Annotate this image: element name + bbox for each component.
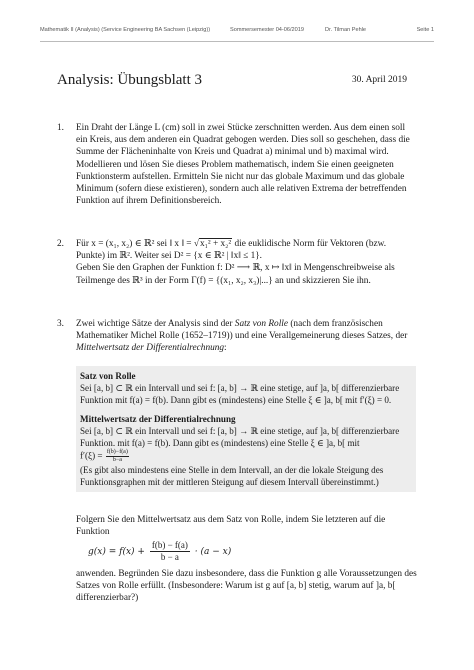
exercise-text-norm: Für x = (x₁, x₂) ∈ ℝ² sei ‖ x ‖ = √x₁² + x₂² die euklidische Norm für Vektoren (bzw. Punkte) im ℝ². Weiter sei D² = {x ∈ ℝ² | ‖x‖ ≤ 1}.	[76, 239, 387, 262]
exercise-3-task	[57, 514, 417, 538]
theorem-box	[76, 366, 416, 492]
rolle-statement: Sei [a, b] ⊂ ℝ ein Intervall und sei f: [a, b] → ℝ eine stetige, auf ]a, b[ differenzierbare Funktion mit f(a) = f(b). Dann gibt es (mindestens) eine Stelle ξ ∈ ]a, b[ mit f′(ξ) = 0.	[80, 383, 400, 405]
exercise-3	[57, 318, 417, 355]
header-lecturer: Dr. Tilman Pehle	[325, 27, 367, 33]
exercise-number: 2.	[57, 239, 64, 249]
mws-formula: f′(ξ) = $\frac{f(b)-f(a)}{b-a}$	[80, 449, 128, 463]
page-title: Analysis: Übungsblatt 3	[57, 72, 202, 88]
exercise-text: Ein Draht der Länge L (cm) soll in zwei Stücke zerschnitten werden. Aus dem einen soll ein Kreis, aus dem anderen ein Quadrat gebogen werden. Dies soll so geschehen, dass die Summe der Flächeninhalte von Kreis und Quadrat a) minimal und b) maximal wird. Modellieren und lösen Sie dieses Problem mathematisch, indem Sie einen geeigneten Funktionsterm aufstellen. Ermitteln Sie nicht nur das globale Maximum und das globale Minimum (sofern diese existieren), sondern auch alle relativen Extrema der betreffenden Funktion auf ihrem Definitionsbereich.	[76, 123, 410, 207]
term-rolle: Satz von Rolle	[234, 319, 288, 329]
term-mittelwertsatz: Mittelwertsatz der Differentialrechnung	[76, 343, 225, 354]
rolle-heading: Satz von Rolle	[80, 371, 136, 381]
exercise-3-final	[57, 568, 417, 605]
exercise-number: 1.	[57, 123, 64, 133]
sheet-date: 30. April 2019	[351, 75, 407, 85]
task-text: Folgern Sie den Mittelwertsatz aus dem Satz von Rolle, indem Sie letzteren auf die Funktion	[76, 515, 386, 538]
exercise-1	[57, 122, 417, 207]
header-page-number: Seite 1	[416, 27, 434, 33]
exercise-2	[57, 238, 417, 287]
final-text: anwenden. Begründen Sie dazu insbesondere, dass die Funktion g alle Voraussetzungen des Satzes von Rolle erfüllt. (Insbesondere: Warum ist g auf [a, b] stetig, warum auf ]a, b[ differenzierbar?)	[76, 569, 417, 604]
mws-note: (Es gibt also mindestens eine Stelle in dem Intervall, an der die lokale Steigung des Funktionsgraphen mit der mittleren Steigung auf diesem Intervall übereinstimmt.)	[80, 465, 384, 487]
sqrt-expression: x₁² + x₂²	[199, 239, 232, 249]
header-divider	[40, 41, 434, 42]
function-g-equation: g(x) = f(x) + $\frac{f(b) - f(a)}{b - a}$ · (a − x)	[88, 540, 232, 562]
exercise-number: 3.	[57, 319, 64, 329]
mws-statement: Sei [a, b] ⊂ ℝ ein Intervall und sei f: [a, b] → ℝ eine stetige, auf ]a, b[ differenzierbare Funktion. mit f(a) = f(b). Dann gibt es (mindestens) eine Stelle ξ ∈ ]a, b[ mit	[80, 426, 400, 448]
header-course: Mathematik II (Analysis) (Service Engineering BA Sachsen (Leipzig))	[40, 27, 211, 33]
mws-heading: Mittelwertsatz der Differentialrechnung	[80, 414, 236, 424]
exercise-intro: Zwei wichtige Sätze der Analysis sind der Satz von Rolle (nach dem französischen Mathematiker Michel Rolle (1652–1719)) und eine Verallgemeinerung dieses Satzes, der Mittelwertsatz der Differentialrechnung:	[76, 319, 408, 354]
exercise-text-graph: Geben Sie den Graphen der Funktion f: D² ⟶ ℝ, x ↦ ‖x‖ in Mengenschreibweise als Teilmenge des ℝ³ in der Form Γ(f) = {(x₁, x₂, x₃)|...} an und skizzieren Sie ihn.	[76, 263, 395, 286]
header-semester: Sommersemester 04-06/2019	[230, 27, 304, 33]
